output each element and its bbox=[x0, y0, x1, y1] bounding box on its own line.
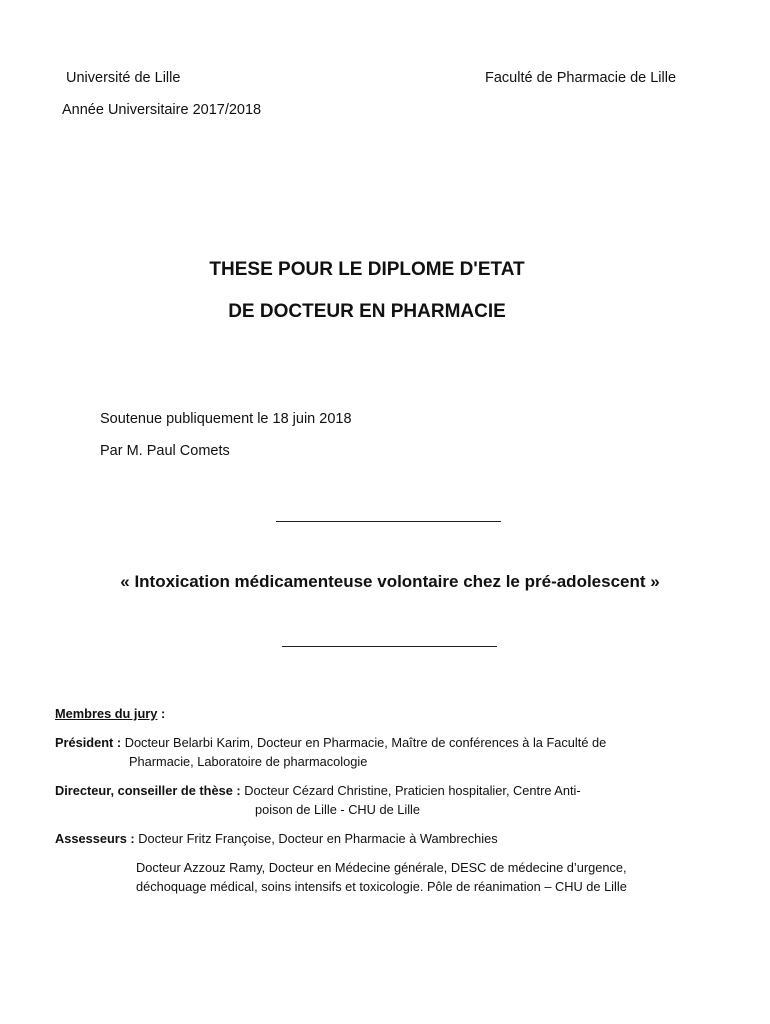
jury-heading-colon: : bbox=[157, 706, 166, 721]
thesis-title-line2: DE DOCTEUR EN PHARMACIE bbox=[228, 301, 506, 322]
assessor-2-line1: Docteur Azzouz Ramy, Docteur en Médecine générale, DESC de médecine d’urgence, bbox=[136, 860, 627, 875]
thesis-title-line1: THESE POUR LE DIPLOME D'ETAT bbox=[209, 259, 525, 280]
president-details: Docteur Belarbi Karim, Docteur en Pharmacie, Maître de conférences à la Faculté de bbox=[121, 735, 607, 750]
jury-heading bbox=[55, 706, 165, 721]
separator-top bbox=[276, 521, 501, 522]
jury-president bbox=[55, 735, 606, 750]
assessor-2-line2: déchoquage médical, soins intensifs et toxicologie. Pôle de réanimation – CHU de Lille bbox=[136, 879, 627, 894]
president-label: Président : bbox=[55, 735, 122, 750]
thesis-subject: « Intoxication médicamenteuse volontaire chez le pré-adolescent » bbox=[120, 572, 660, 591]
faculty-name: Faculté de Pharmacie de Lille bbox=[485, 70, 677, 86]
director-label: Directeur, conseiller de thèse : bbox=[55, 783, 241, 798]
defense-date: Soutenue publiquement le 18 juin 2018 bbox=[100, 411, 352, 427]
academic-year: Année Universitaire 2017/2018 bbox=[62, 102, 262, 118]
assessors-label: Assesseurs : bbox=[55, 831, 135, 846]
jury-heading-text: Membres du jury bbox=[55, 706, 158, 721]
director-details: Docteur Cézard Christine, Praticien hospitalier, Centre Anti- bbox=[240, 783, 581, 798]
jury-assessors bbox=[55, 831, 498, 846]
separator-bottom bbox=[282, 646, 497, 647]
thesis-author: Par M. Paul Comets bbox=[100, 443, 230, 459]
assessor-1: Docteur Fritz Françoise, Docteur en Pharmacie à Wambrechies bbox=[134, 831, 498, 846]
university-name: Université de Lille bbox=[66, 70, 181, 86]
jury-director bbox=[55, 783, 581, 798]
director-details-line2: poison de Lille - CHU de Lille bbox=[255, 802, 421, 817]
president-details-line2: Pharmacie, Laboratoire de pharmacologie bbox=[129, 754, 368, 769]
